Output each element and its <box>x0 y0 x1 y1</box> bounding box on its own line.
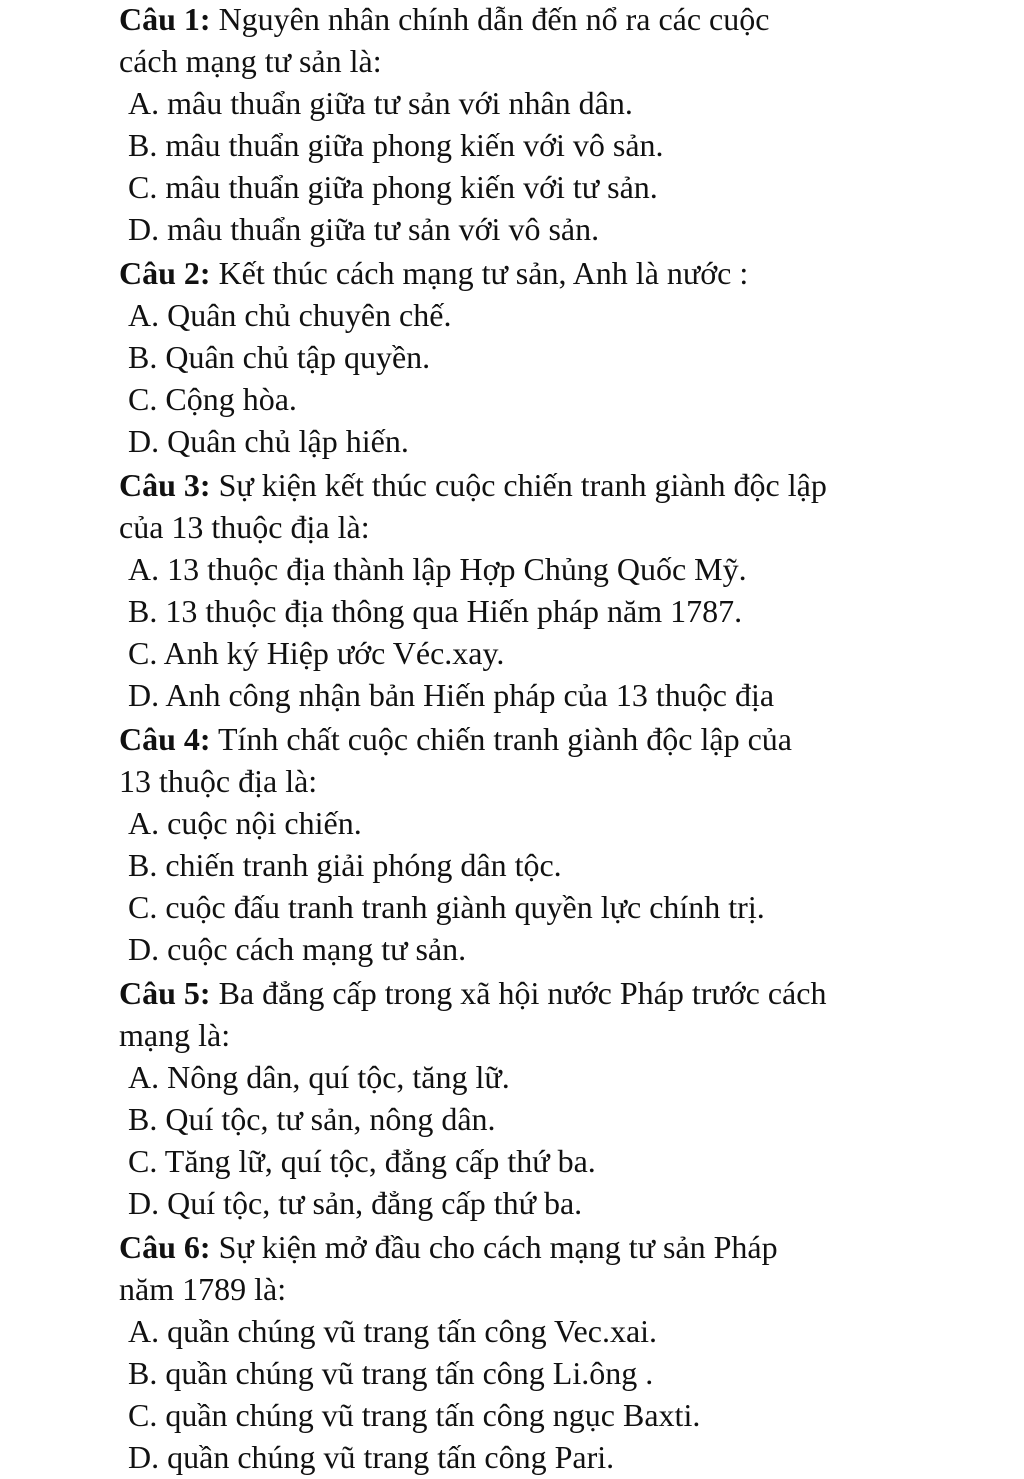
question-2-stem <box>119 252 748 294</box>
question-5-stem-line-2: mạng là: <box>119 1017 231 1053</box>
question-6-stem <box>119 1226 778 1268</box>
question-5-stem <box>119 972 826 1014</box>
question-4-option-a: A. cuộc nội chiến. <box>128 805 362 841</box>
question-3-stem-line-2: của 13 thuộc địa là: <box>119 509 370 545</box>
question-3-option-c: C. Anh ký Hiệp ước Véc.xay. <box>128 635 505 671</box>
question-5-option-b: B. Quí tộc, tư sản, nông dân. <box>128 1101 496 1137</box>
question-2-option-a: A. Quân chủ chuyên chế. <box>128 297 452 333</box>
question-6-option-d: D. quần chúng vũ trang tấn công Pari. <box>128 1439 615 1475</box>
question-3-label: Câu 3: <box>119 467 211 503</box>
question-1-option-a: A. mâu thuẩn giữa tư sản với nhân dân. <box>128 85 633 121</box>
question-2-option-c: C. Cộng hòa. <box>128 381 297 417</box>
question-5-option-d: D. Quí tộc, tư sản, đẳng cấp thứ ba. <box>128 1185 583 1221</box>
question-4-stem <box>119 718 792 760</box>
question-3-option-b: B. 13 thuộc địa thông qua Hiến pháp năm 1787. <box>128 593 743 629</box>
question-6-label: Câu 6: <box>119 1229 211 1265</box>
question-2-option-d: D. Quân chủ lập hiến. <box>128 423 409 459</box>
question-1-option-b: B. mâu thuẩn giữa phong kiến với vô sản. <box>128 127 664 163</box>
question-3-stem <box>119 464 827 506</box>
question-5-stem-line-1: Ba đẳng cấp trong xã hội nước Pháp trước cách <box>210 975 827 1011</box>
question-6-stem-line-1: Sự kiện mở đầu cho cách mạng tư sản Pháp <box>210 1229 778 1265</box>
question-1-label: Câu 1: <box>119 1 211 37</box>
question-5-option-a: A. Nông dân, quí tộc, tăng lữ. <box>128 1059 510 1095</box>
question-6-option-b: B. quần chúng vũ trang tấn công Li.ông . <box>128 1355 654 1391</box>
question-4-stem-line-1: Tính chất cuộc chiến tranh giành độc lập của <box>210 721 792 757</box>
question-6-option-c: C. quần chúng vũ trang tấn công ngục Baxti. <box>128 1397 701 1433</box>
question-2-stem-line-1: Kết thúc cách mạng tư sản, Anh là nước : <box>210 255 749 291</box>
question-5-option-c: C. Tăng lữ, quí tộc, đẳng cấp thứ ba. <box>128 1143 596 1179</box>
question-1-stem-line-1: Nguyên nhân chính dẫn đến nổ ra các cuộc <box>210 1 770 37</box>
question-3-option-d: D. Anh công nhận bản Hiến pháp của 13 thuộc địa <box>128 677 775 713</box>
question-1-option-c: C. mâu thuẩn giữa phong kiến với tư sản. <box>128 169 658 205</box>
question-4-option-b: B. chiến tranh giải phóng dân tộc. <box>128 847 562 883</box>
question-1-option-d: D. mâu thuẩn giữa tư sản với vô sản. <box>128 211 600 247</box>
question-6-option-a: A. quần chúng vũ trang tấn công Vec.xai. <box>128 1313 658 1349</box>
question-4-option-c: C. cuộc đấu tranh tranh giành quyền lực chính trị. <box>128 889 765 925</box>
question-4-label: Câu 4: <box>119 721 211 757</box>
question-3-stem-line-1: Sự kiện kết thúc cuộc chiến tranh giành độc lập <box>210 467 827 503</box>
question-1-stem <box>119 0 769 40</box>
question-5-label: Câu 5: <box>119 975 211 1011</box>
question-3-option-a: A. 13 thuộc địa thành lập Hợp Chủng Quốc Mỹ. <box>128 551 747 587</box>
question-4-option-d: D. cuộc cách mạng tư sản. <box>128 931 467 967</box>
question-2-label: Câu 2: <box>119 255 211 291</box>
question-6-stem-line-2: năm 1789 là: <box>119 1271 287 1307</box>
question-1-stem-line-2: cách mạng tư sản là: <box>119 43 382 79</box>
question-2-option-b: B. Quân chủ tập quyền. <box>128 339 431 375</box>
question-4-stem-line-2: 13 thuộc địa là: <box>119 763 318 799</box>
